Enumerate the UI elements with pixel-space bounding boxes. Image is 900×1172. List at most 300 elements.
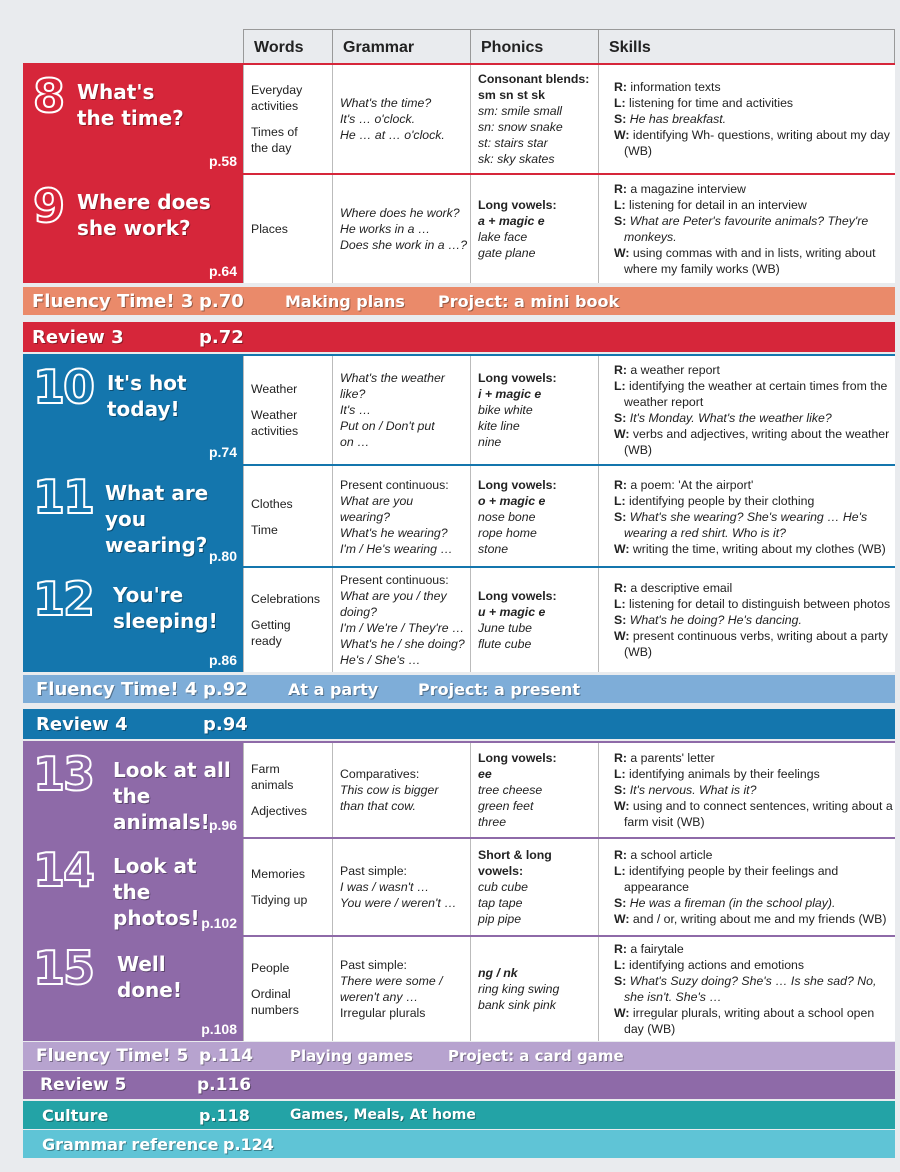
- spacer: [251, 397, 332, 407]
- skill-item: [606, 895, 895, 911]
- word-item: Everyday: [251, 83, 303, 97]
- word-item: activities: [251, 99, 299, 113]
- cell-words: [243, 356, 332, 464]
- grammar-item: You were / weren't …: [340, 896, 457, 910]
- skill-text: a school article: [626, 848, 713, 862]
- unit-number: 13: [33, 747, 94, 801]
- band-text: Fluency Time! 5: [36, 1046, 189, 1066]
- skill-key: S:: [614, 974, 627, 988]
- grammar-item: It's …: [340, 403, 372, 417]
- skill-text: He was a fireman (in the school play).: [626, 896, 836, 910]
- phonics-item: tree cheese: [478, 783, 543, 797]
- cell-skills: [598, 175, 895, 283]
- grammar-item: I was / wasn't …: [340, 880, 430, 894]
- cell-skills: [598, 65, 895, 173]
- skill-item: [606, 426, 895, 458]
- phonics-item: sk: sky skates: [478, 152, 555, 166]
- skill-item: [606, 766, 895, 782]
- unit-row-11: [23, 464, 895, 568]
- phonics-item: lake face: [478, 230, 528, 244]
- skill-text: present continuous verbs, writing about a party (WB): [624, 629, 888, 659]
- skill-key: R:: [614, 80, 627, 94]
- skill-text: listening for detail to distinguish between photos: [625, 597, 891, 611]
- unit-title: [107, 370, 187, 422]
- skill-text: a weather report: [626, 363, 720, 377]
- phonics-item: sm sn st sk: [478, 88, 545, 102]
- skill-key: R:: [614, 848, 627, 862]
- header-phonics: Phonics: [470, 29, 598, 65]
- skill-item: [606, 362, 895, 378]
- skill-text: What's he doing? He's dancing.: [626, 613, 802, 627]
- band-text: Playing games: [290, 1047, 413, 1065]
- cell-words: [243, 466, 332, 568]
- grammar-item: doing?: [340, 605, 377, 619]
- skill-item: [606, 847, 895, 863]
- skill-text: a fairytale: [626, 942, 684, 956]
- band-review-5: [23, 1071, 895, 1099]
- word-item: Memories: [251, 867, 305, 881]
- unit-title-line: Look at all: [113, 758, 231, 782]
- unit-title-line: Look at: [113, 854, 197, 878]
- unit-row-12: [23, 566, 895, 672]
- skill-key: R:: [614, 581, 627, 595]
- skill-text: identifying the weather at certain times from the weather report: [624, 379, 888, 409]
- phonics-item: rope home: [478, 526, 537, 540]
- skill-key: L:: [614, 198, 626, 212]
- band-text: p.94: [203, 713, 248, 735]
- cell-phonics: [470, 839, 598, 935]
- phonics-item: nose bone: [478, 510, 536, 524]
- skill-text: verbs and adjectives, writing about the weather (WB): [624, 427, 890, 457]
- skill-key: L:: [614, 767, 626, 781]
- skill-key: W:: [614, 246, 630, 260]
- header-skills: Skills: [598, 29, 895, 65]
- skill-text: and / or, writing about me and my friends (WB): [629, 912, 887, 926]
- grammar-item: He works in a …: [340, 222, 431, 236]
- skill-item: [606, 493, 895, 509]
- cell-grammar: [332, 568, 470, 672]
- band-text: Project: a present: [418, 679, 581, 699]
- band-text: p.70: [199, 290, 244, 312]
- unit-page: p.80: [208, 548, 237, 564]
- spacer: [251, 976, 332, 986]
- grammar-item: This cow is bigger: [340, 783, 439, 797]
- skill-key: W:: [614, 427, 630, 441]
- skill-key: S:: [614, 214, 627, 228]
- skill-text: listening for time and activities: [625, 96, 794, 110]
- skill-text: identifying animals by their feelings: [625, 767, 820, 781]
- spacer: [251, 793, 332, 803]
- skill-key: L:: [614, 958, 626, 972]
- phonics-item: three: [478, 815, 507, 829]
- grammar-item: Past simple:: [340, 864, 407, 878]
- skill-key: R:: [614, 751, 627, 765]
- phonics-item: Long vowels:: [478, 751, 557, 765]
- phonics-item: kite line: [478, 419, 520, 433]
- band-text: Culture: [42, 1105, 109, 1125]
- band-text: p.118: [199, 1105, 250, 1125]
- unit-label: [23, 466, 243, 568]
- skill-item: [606, 973, 895, 1005]
- skill-item: [606, 798, 895, 830]
- unit-title: [117, 951, 182, 1003]
- cell-phonics: [470, 568, 598, 672]
- band-text: p.116: [197, 1075, 252, 1095]
- unit-label: [23, 568, 243, 672]
- phonics-item: Short & long: [478, 848, 552, 862]
- skill-item: [606, 213, 895, 245]
- cell-skills: [598, 568, 895, 672]
- skill-key: L:: [614, 379, 626, 393]
- header-words: Words: [243, 29, 332, 65]
- grammar-item: What are you / they: [340, 589, 447, 603]
- band-text: Fluency Time! 4: [36, 678, 198, 700]
- band-text: p.92: [203, 678, 248, 700]
- word-item: animals: [251, 778, 294, 792]
- skill-item: [606, 863, 895, 895]
- skill-text: identifying Wh- questions, writing about my day (WB): [624, 128, 890, 158]
- grammar-item: on …: [340, 435, 370, 449]
- skill-key: S:: [614, 510, 627, 524]
- unit-page: p.96: [208, 817, 237, 833]
- phonics-item: June tube: [478, 621, 533, 635]
- grammar-item: Irregular plurals: [340, 1006, 426, 1020]
- skill-text: What are Peter's favourite animals? They're monkeys.: [624, 214, 869, 244]
- grammar-item: What's the time?: [340, 96, 432, 110]
- phonics-item: pip pipe: [478, 912, 522, 926]
- band-text: p.72: [199, 326, 244, 348]
- unit-title-line: the time?: [77, 106, 184, 130]
- phonics-item: Long vowels:: [478, 478, 557, 492]
- word-item: numbers: [251, 1003, 299, 1017]
- unit-title-line: It's hot: [107, 371, 187, 395]
- unit-page: p.108: [201, 1021, 237, 1037]
- spacer: [251, 114, 332, 124]
- skill-item: [606, 941, 895, 957]
- grammar-item: He's / She's …: [340, 653, 421, 667]
- skill-item: [606, 245, 895, 277]
- cell-words: [243, 743, 332, 837]
- skill-key: L:: [614, 494, 626, 508]
- phonics-item: vowels:: [478, 864, 524, 878]
- grammar-item: Present continuous:: [340, 478, 449, 492]
- band-text: p.114: [199, 1046, 254, 1066]
- grammar-item: than that cow.: [340, 799, 416, 813]
- skill-key: S:: [614, 411, 627, 425]
- skill-item: [606, 181, 895, 197]
- unit-title: [105, 480, 243, 558]
- phonics-item: Long vowels:: [478, 198, 557, 212]
- skill-key: L:: [614, 96, 626, 110]
- skill-text: irregular plurals, writing about a school open day (WB): [624, 1006, 875, 1036]
- skill-key: R:: [614, 182, 627, 196]
- band-fluency-5: [23, 1042, 895, 1070]
- skill-item: [606, 410, 895, 426]
- word-item: Getting: [251, 618, 291, 632]
- band-fluency-4: [23, 675, 895, 703]
- grammar-item: weren't any …: [340, 990, 419, 1004]
- unit-title-line: Where does: [77, 190, 211, 214]
- band-text: Making plans: [285, 291, 405, 311]
- word-item: Celebrations: [251, 592, 321, 606]
- skill-text: a poem: 'At the airport': [626, 478, 754, 492]
- word-item: the day: [251, 141, 292, 155]
- unit-title-line: the photos!: [113, 880, 200, 930]
- cell-grammar: [332, 839, 470, 935]
- skill-item: [606, 911, 895, 927]
- skill-text: identifying people by their clothing: [625, 494, 815, 508]
- skill-item: [606, 957, 895, 973]
- cell-words: [243, 568, 332, 672]
- unit-row-14: [23, 837, 895, 935]
- phonics-item: ng / nk: [478, 966, 518, 980]
- phonics-item: sn: snow snake: [478, 120, 563, 134]
- unit-title: [77, 189, 211, 241]
- skill-key: S:: [614, 112, 627, 126]
- unit-title-line: sleeping!: [113, 609, 218, 633]
- grammar-item: Where does he work?: [340, 206, 460, 220]
- skill-text: writing the time, writing about my clothes (WB): [629, 542, 886, 556]
- phonics-item: bank sink pink: [478, 998, 556, 1012]
- unit-label: [23, 937, 243, 1041]
- skill-text: information texts: [626, 80, 721, 94]
- word-item: Adjectives: [251, 804, 308, 818]
- unit-label: [23, 743, 243, 837]
- spacer: [251, 512, 332, 522]
- phonics-item: green feet: [478, 799, 534, 813]
- skill-key: R:: [614, 478, 627, 492]
- cell-words: [243, 839, 332, 935]
- skill-key: W:: [614, 1006, 630, 1020]
- skill-text: What's she wearing? She's wearing … He's wearing a red shirt. Who is it?: [624, 510, 868, 540]
- word-item: Farm: [251, 762, 280, 776]
- cell-skills: [598, 466, 895, 568]
- word-item: Weather: [251, 382, 298, 396]
- phonics-item: bike white: [478, 403, 533, 417]
- band-review-4: [23, 709, 895, 739]
- skill-item: [606, 79, 895, 95]
- band-review-3: [23, 322, 895, 352]
- skill-item: [606, 378, 895, 410]
- skill-text: identifying actions and emotions: [625, 958, 805, 972]
- cell-skills: [598, 937, 895, 1041]
- phonics-item: a + magic e: [478, 214, 545, 228]
- phonics-item: i + magic e: [478, 387, 542, 401]
- skill-key: W:: [614, 128, 630, 142]
- unit-label: [23, 175, 243, 283]
- unit-number: 14: [33, 843, 94, 897]
- cell-words: [243, 65, 332, 173]
- cell-phonics: [470, 65, 598, 173]
- skill-text: listening for detail in an interview: [625, 198, 807, 212]
- band-text: Review 3: [32, 326, 124, 348]
- skill-item: [606, 1005, 895, 1037]
- unit-number: 9: [33, 179, 64, 233]
- word-item: Time: [251, 523, 278, 537]
- unit-row-15: [23, 935, 895, 1041]
- skill-text: It's nervous. What is it?: [626, 783, 757, 797]
- unit-page: p.74: [208, 444, 237, 460]
- skill-text: using and to connect sentences, writing about a farm visit (WB): [624, 799, 893, 829]
- band-text: Games, Meals, At home: [290, 1107, 476, 1123]
- unit-page: p.102: [201, 915, 237, 931]
- grammar-item: Past simple:: [340, 958, 407, 972]
- unit-number: 12: [33, 572, 94, 626]
- unit-title-line: Well: [117, 952, 166, 976]
- cell-grammar: [332, 175, 470, 283]
- unit-row-9: [23, 173, 895, 283]
- cell-phonics: [470, 175, 598, 283]
- band-text: Review 4: [36, 713, 128, 735]
- cell-grammar: [332, 743, 470, 837]
- unit-number: 15: [33, 941, 94, 995]
- band-grammar-ref: [23, 1130, 895, 1158]
- skill-key: S:: [614, 896, 627, 910]
- grammar-item: There were some /: [340, 974, 443, 988]
- cell-grammar: [332, 356, 470, 464]
- word-item: Times of: [251, 125, 298, 139]
- unit-label: [23, 839, 243, 935]
- grammar-item: What's he / she doing?: [340, 637, 465, 651]
- unit-title: [77, 79, 184, 131]
- band-text: At a party: [288, 679, 379, 699]
- word-item: Ordinal: [251, 987, 291, 1001]
- unit-page: p.58: [208, 153, 237, 169]
- grammar-item: Does she work in a …?: [340, 238, 468, 252]
- skill-item: [606, 111, 895, 127]
- skill-text: a parents' letter: [626, 751, 715, 765]
- word-item: Weather: [251, 408, 298, 422]
- grammar-item: Put on / Don't put: [340, 419, 435, 433]
- grammar-item: What are you: [340, 494, 414, 508]
- cell-skills: [598, 356, 895, 464]
- unit-title-line: You're: [113, 583, 184, 607]
- phonics-item: u + magic e: [478, 605, 546, 619]
- skill-item: [606, 750, 895, 766]
- phonics-item: cub cube: [478, 880, 528, 894]
- grammar-item: like?: [340, 387, 366, 401]
- header-grammar: Grammar: [332, 29, 470, 65]
- skill-key: W:: [614, 542, 630, 556]
- grammar-item: What's the weather: [340, 371, 445, 385]
- skill-key: W:: [614, 629, 630, 643]
- unit-number: 11: [33, 470, 94, 524]
- phonics-item: Consonant blends:: [478, 72, 590, 86]
- skill-item: [606, 541, 895, 557]
- unit-title: [113, 582, 218, 634]
- phonics-item: Long vowels:: [478, 589, 557, 603]
- skill-item: [606, 477, 895, 493]
- band-fluency-3: [23, 287, 895, 315]
- skill-item: [606, 95, 895, 111]
- grammar-item: What's he wearing?: [340, 526, 448, 540]
- cell-phonics: [470, 743, 598, 837]
- phonics-item: ring king swing: [478, 982, 560, 996]
- word-item: Tidying up: [251, 893, 308, 907]
- word-item: People: [251, 961, 290, 975]
- grammar-item: It's … o'clock.: [340, 112, 416, 126]
- word-item: Clothes: [251, 497, 293, 511]
- skill-item: [606, 596, 895, 612]
- unit-title-line: wearing?: [105, 533, 208, 557]
- phonics-item: nine: [478, 435, 502, 449]
- word-item: activities: [251, 424, 299, 438]
- unit-title-line: she work?: [77, 216, 191, 240]
- skill-key: R:: [614, 942, 627, 956]
- unit-row-8: [23, 63, 895, 173]
- phonics-item: sm: smile small: [478, 104, 563, 118]
- band-text: p.124: [223, 1134, 274, 1154]
- phonics-item: o + magic e: [478, 494, 546, 508]
- unit-title-line: done!: [117, 978, 182, 1002]
- skill-item: [606, 127, 895, 159]
- skill-key: S:: [614, 613, 627, 627]
- cell-phonics: [470, 937, 598, 1041]
- unit-number: 10: [33, 360, 94, 414]
- spacer: [251, 882, 332, 892]
- skill-text: a descriptive email: [626, 581, 733, 595]
- cell-grammar: [332, 65, 470, 173]
- spacer: [251, 607, 332, 617]
- phonics-item: stone: [478, 542, 509, 556]
- unit-label: [23, 356, 243, 464]
- unit-row-13: [23, 741, 895, 837]
- skill-text: a magazine interview: [626, 182, 746, 196]
- skill-key: S:: [614, 783, 627, 797]
- skill-key: W:: [614, 912, 630, 926]
- cell-words: [243, 175, 332, 283]
- skill-item: [606, 580, 895, 596]
- skill-text: identifying people by their feelings and appearance: [624, 864, 839, 894]
- skill-text: He has breakfast.: [626, 112, 727, 126]
- grammar-item: Comparatives:: [340, 767, 420, 781]
- cell-phonics: [470, 466, 598, 568]
- unit-title-line: What are you: [105, 481, 209, 531]
- cell-grammar: [332, 466, 470, 568]
- unit-label: [23, 65, 243, 173]
- band-text: Grammar reference: [42, 1134, 219, 1154]
- skill-text: What's Suzy doing? She's … Is she sad? No, she isn't. She's …: [624, 974, 877, 1004]
- phonics-item: Long vowels:: [478, 371, 557, 385]
- unit-row-10: [23, 354, 895, 464]
- band-text: Project: a mini book: [438, 291, 620, 311]
- skill-text: using commas with and in lists, writing about where my family works (WB): [624, 246, 876, 276]
- skill-item: [606, 197, 895, 213]
- cell-skills: [598, 743, 895, 837]
- cell-phonics: [470, 356, 598, 464]
- unit-title-line: today!: [107, 397, 180, 421]
- word-item: Places: [251, 222, 288, 236]
- word-item: ready: [251, 634, 282, 648]
- phonics-item: flute cube: [478, 637, 532, 651]
- band-text: Fluency Time! 3: [32, 290, 194, 312]
- unit-page: p.86: [208, 652, 237, 668]
- phonics-item: tap tape: [478, 896, 523, 910]
- skill-item: [606, 612, 895, 628]
- phonics-item: ee: [478, 767, 492, 781]
- band-culture: [23, 1101, 895, 1129]
- grammar-item: Present continuous:: [340, 573, 449, 587]
- phonics-item: gate plane: [478, 246, 536, 260]
- unit-title-line: the animals!: [113, 784, 210, 834]
- skill-item: [606, 628, 895, 660]
- skill-text: It's Monday. What's the weather like?: [626, 411, 832, 425]
- cell-grammar: [332, 937, 470, 1041]
- unit-title-line: What's: [77, 80, 155, 104]
- cell-skills: [598, 839, 895, 935]
- band-text: Project: a card game: [448, 1047, 624, 1065]
- skill-item: [606, 782, 895, 798]
